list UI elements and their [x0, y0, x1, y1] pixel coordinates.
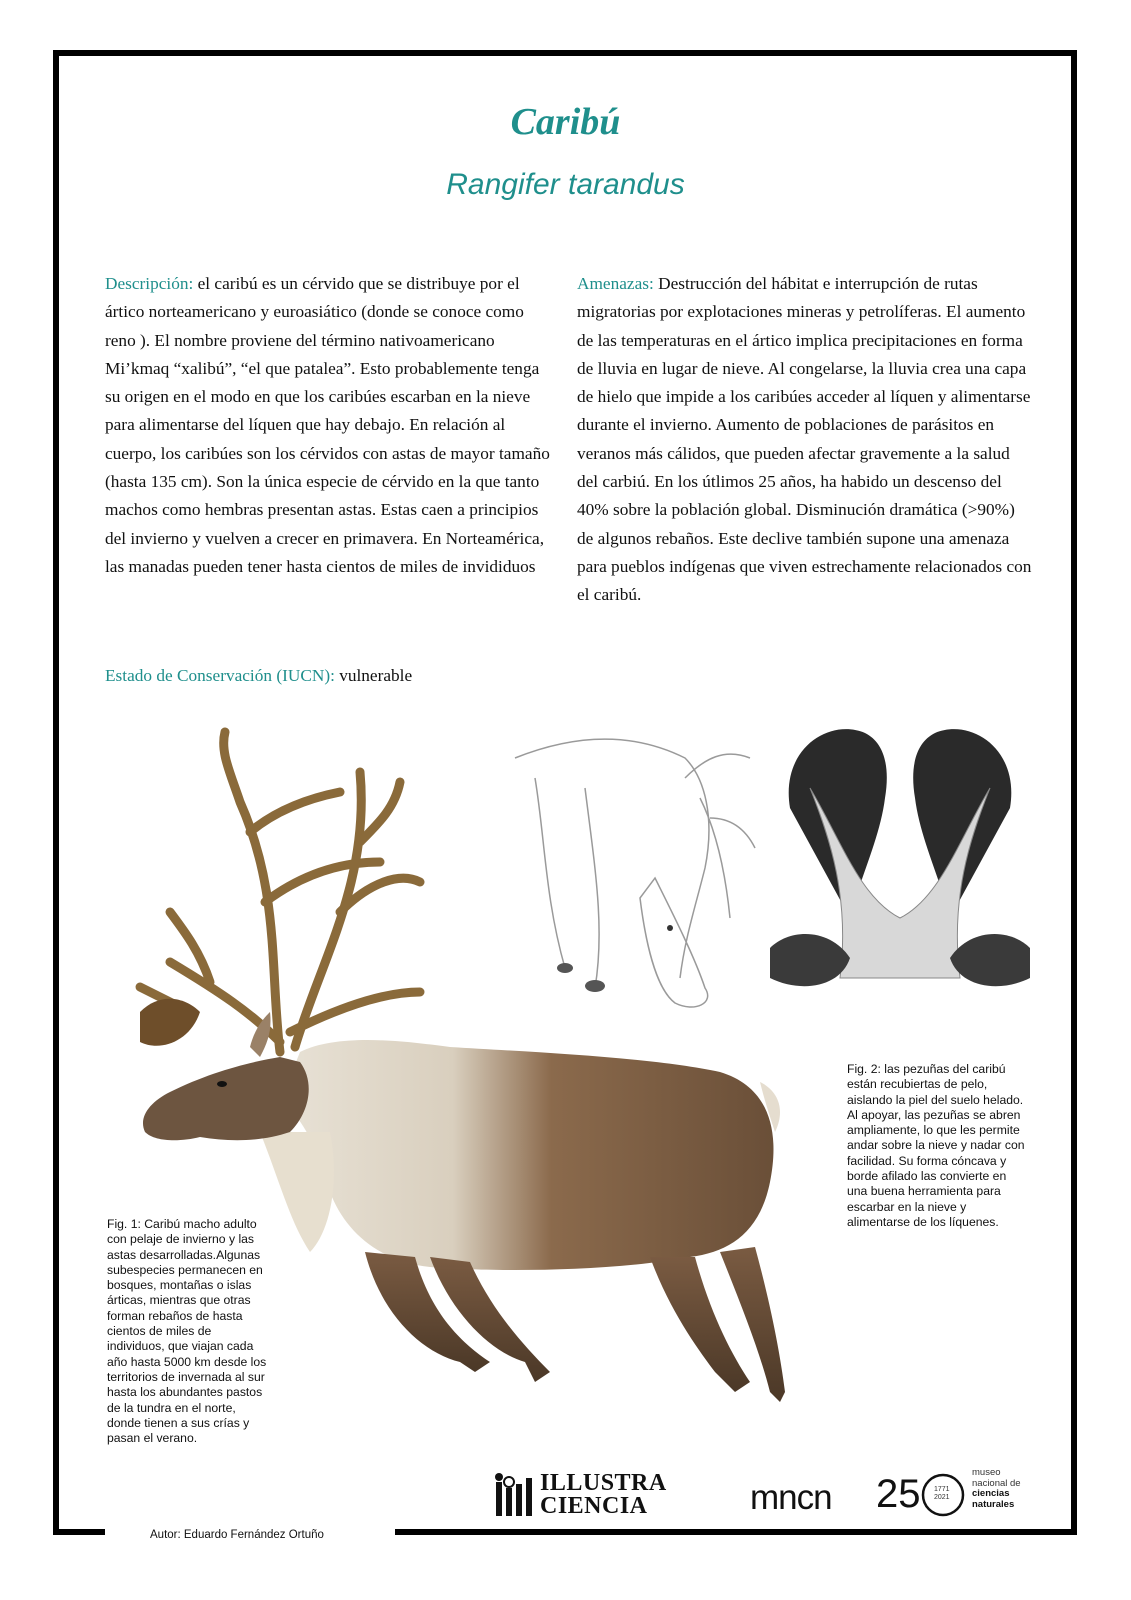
- illustraciencia-wordmark: ILLUSTRA CIENCIA: [540, 1470, 667, 1519]
- description-label: Descripción:: [105, 274, 194, 293]
- description-paragraph: [105, 270, 551, 581]
- page-title: Caribú: [510, 101, 621, 143]
- author-credit: Autor: Eduardo Fernández Ortuño: [150, 1529, 324, 1541]
- anniversary-250-logo: 25: [876, 1472, 921, 1516]
- threats-text: Destrucción del hábitat e interrupción de rutas migratorias por explotaciones mineras y petrolíferas. El aumento de las temperaturas en el ártico implica precipitaciones en forma de lluvia en lugar de nieve. Al congelarse, la lluvia crea una capa de hielo que impide a los caribúes acceder al líquen y alimentarse durante el invierno. Aumento de poblaciones de parásitos en veranos más cálidos, que pueden afectar gravemente a la salud del carbiú. En los útlimos 25 años, ha habido un descenso del 40% sobre la población global. Disminución dramática (>90%) de algunos rebaños. Este declive también supone una amenaza para pueblos indígenas que viven estrechamente relacionados con el caribú.: [577, 274, 1032, 605]
- fig1-caption: Fig. 1: Caribú macho adulto con pelaje de invierno y las astas desarrolladas.Algunas subespecies permanecen en bosques, montañas o islas árticas, mientras que otras forman rebaños de hasta cientos de miles de individuos, que viajan cada año hasta 5000 km desde los territorios de invernada al sur hasta los abundantes pastos de la tundra en el norte, donde tienen a sus crías y pasan el verano.: [107, 1217, 267, 1446]
- threats-label: Amenazas:: [577, 274, 654, 293]
- hooves-sketch: [770, 718, 1030, 1018]
- conservation-status: [105, 662, 412, 690]
- scientific-name: Rangifer tarandus: [446, 168, 685, 201]
- anniversary-years: 1771 2021: [934, 1486, 950, 1501]
- illustraciencia-icon: [494, 1472, 534, 1518]
- fig2-caption: Fig. 2: las pezuñas del caribú están recubiertas de pelo, aislando la piel del suelo helado. Al apoyar, las pezuñas se abren ampliamente, lo que les permite andar sobre la nieve y nadar con facilidad. Su forma cóncava y borde afilado las convierte en una buena herramienta para escarbar en la nieve y alimentarse de los líquenes.: [847, 1062, 1025, 1229]
- museo-text: museo nacional de ciencias naturales: [972, 1467, 1021, 1510]
- conservation-value: vulnerable: [334, 666, 413, 685]
- conservation-label: Estado de Conservación (IUCN):: [105, 666, 335, 685]
- grazing-caribou-sketch: [505, 718, 765, 1018]
- threats-paragraph: [577, 270, 1032, 610]
- description-text: el caribú es un cérvido que se distribuye por el ártico norteamericano y euroasiático (donde se conoce como reno ). El nombre proviene del término nativoamericano Mi’kmaq “xalibú”, “el que patalea”. Esto probablemente tenga su origen en el modo en que los caribúes escarban en la nieve para alimentarse del líquen que hay debajo. En relación al cuerpo, los caribúes son los cérvidos con astas de mayor tamaño (hasta 135 cm). Son la única especie de cérvido en la que tanto machos como hembras presentan astas. Estas caen a principios del invierno y vuelven a crecer en primavera. En Norteamérica, las manadas pueden tener hasta cientos de miles de invididuos: [105, 274, 550, 576]
- illustraciencia-logo: [494, 1472, 667, 1518]
- mncn-logo: mncn: [750, 1478, 832, 1517]
